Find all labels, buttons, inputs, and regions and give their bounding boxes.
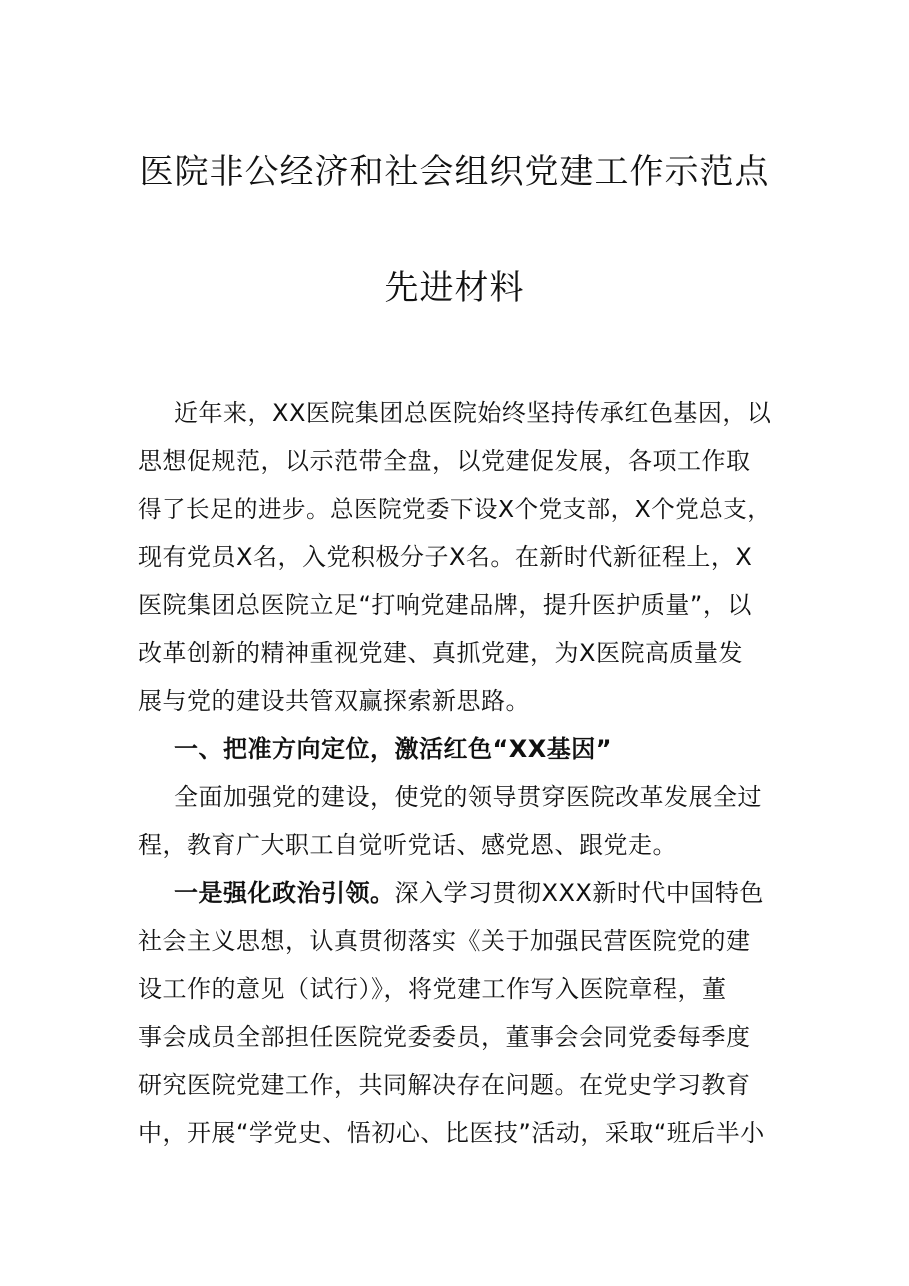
- point-lead: 一是强化政治引领。: [174, 879, 395, 907]
- point-line: 研究医院党建工作，共同解决存在问题。在党史学习教育: [138, 1071, 751, 1099]
- section-heading: 一、把准方向定位，激活红色“XX基因”: [174, 735, 613, 763]
- section-line: 程，教育广大职工自觉听党话、感党恩、跟党走。: [138, 831, 677, 859]
- intro-line: 近年来，XX医院集团总医院始终坚持传承红色基因，以: [174, 399, 772, 427]
- intro-line: 现有党员X名，入党积极分子X名。在新时代新征程上，X: [138, 543, 753, 571]
- intro-line: 思想促规范，以示范带全盘，以党建促发展，各项工作取: [138, 447, 751, 475]
- intro-line: 医院集团总医院立足“打响党建品牌，提升医护质量”，以: [138, 591, 752, 619]
- section-line: 全面加强党的建设，使党的领导贯穿医院改革发展全过: [174, 783, 762, 811]
- point-first-line: [174, 877, 778, 909]
- point-line: 中，开展“学党史、悟初心、比医技”活动，采取“班后半小: [138, 1119, 765, 1147]
- point-line: 设工作的意见（试行）》，将党建工作写入医院章程，董: [138, 975, 727, 1003]
- document-title-line-2: 先进材料: [384, 268, 525, 308]
- intro-line: 得了长足的进步。总医院党委下设X个党支部，X个党总支，: [138, 495, 772, 523]
- intro-line: 展与党的建设共管双赢探索新思路。: [138, 687, 530, 715]
- intro-line: 改革创新的精神重视党建、真抓党建，为X医院高质量发: [138, 639, 743, 667]
- point-text: 深入学习贯彻XXX新时代中国特色: [394, 879, 764, 907]
- document-title-line-1: 医院非公经济和社会组织党建工作示范点: [139, 152, 770, 192]
- point-line: 社会主义思想，认真贯彻落实《关于加强民营医院党的建: [138, 927, 751, 955]
- point-line: 事会成员全部担任医院党委委员，董事会会同党委每季度: [138, 1023, 751, 1051]
